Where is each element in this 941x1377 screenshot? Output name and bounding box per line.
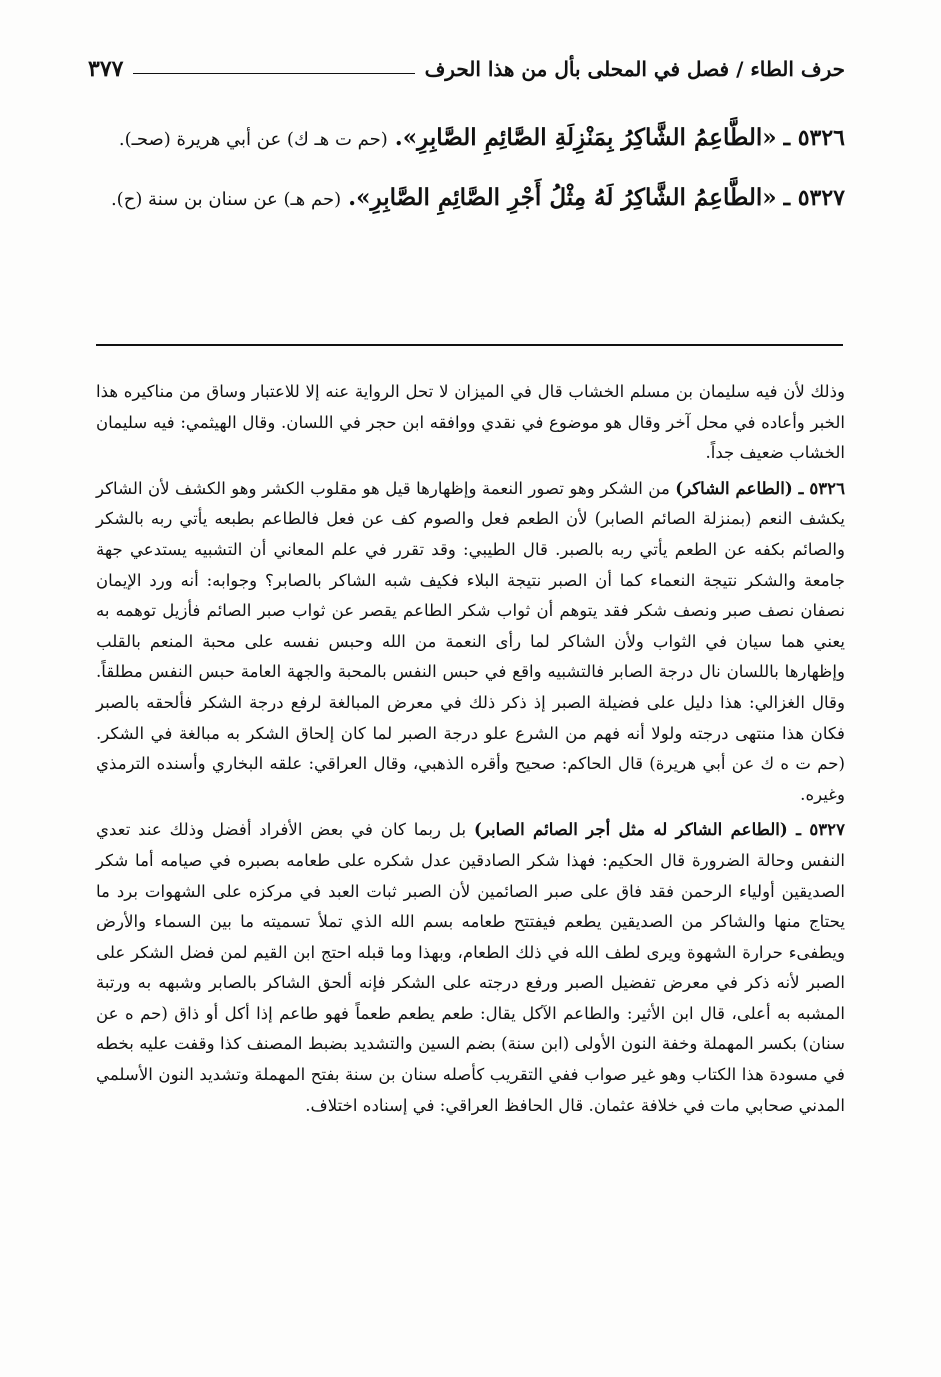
hadith-text: «الطَّاعِمُ الشَّاكِرُ بِمَنْزِلَةِ الصَّائِمِ الصَّابِرِ».: [394, 124, 777, 151]
commentary-paragraph: [96, 376, 845, 469]
footnote-separator: [96, 344, 843, 346]
hadith-entry: [96, 172, 845, 226]
commentary-text: من الشكر وهو تصور النعمة وإظهارها قيل هو مقلوب الكشر وهو الكشف لأن الشاكر يكشف النعم (بمنزلة الصائم الصابر) لأن الطعم فعل والصوم كف عن فعل فالطاعم بطبعه يأتي ربه بالشكر والصائم بكفه عن الطعم يأتي ربه بالصبر. قال الطيبي: وقد تقرر في علم المعاني أن التشبيه يستدعي جهة جامعة والشكر نتيجة النعماء كما أن الصبر نتيجة البلاء فكيف شبه الشاكر بالصابر؟ وجوابه: أنه ورد الإيمان نصفان نصف صبر ونصف شكر فقد يتوهم أن ثواب شكر الطاعم يقصر عن ثواب صبر الصائم فأزيل توهمه به يعني هما سيان في الثواب ولأن الشاكر لما رأى النعمة من الله وحبس نفسه على محبة المنعم بالقلب وإظهارها باللسان نال درجة الصابر فالتشبيه واقع في حبس النفس بالمحبة والجهة العامة حبس النفس مطلقاً. وقال الغزالي: هذا دليل على فضيلة الصبر إذ ذكر ذلك في معرض المبالغة لرفع درجة الشكر فألحقه بالصبر فكان هذا منتهى درجته ولولا أنه فهم من الشرع علو درجة الصبر لما كان إلحاق الشكر به مبالغة في الشكر. (حم ت ه ك عن أبي هريرة) قال الحاكم: صحيح وأقره الذهبي، وقال العراقي: علقه البخاري وأسنده الترمذي وغيره.: [96, 478, 845, 804]
hadith-reference: (حم ت هـ ك) عن أبي هريرة (صحـ).: [118, 129, 388, 150]
commentary-paragraph: [96, 473, 845, 811]
hadith-list: [96, 112, 845, 226]
hadith-number: ٥٣٢٧ ـ: [783, 185, 845, 211]
commentary-section: [96, 376, 845, 1121]
commentary-lead: ٥٣٢٧ ـ (الطاعم الشاكر له مثل أجر الصائم الصابر): [473, 819, 845, 840]
header-rule: [133, 73, 414, 74]
commentary-text: وذلك لأن فيه سليمان بن مسلم الخشاب قال في الميزان لا تحل الرواية عنه إلا للاعتبار وساق من مناكيره هذا الخبر وأعاده في محل آخر وقال هو موضوع في نقدي ووافقه ابن حجر في اللسان. وقال الهيثمي: فيه سليمان الخشاب ضعيف جداً.: [96, 382, 845, 463]
hadith-text: «الطَّاعِمُ الشَّاكِرُ لَهُ مِثْلُ أَجْرِ الصَّائِمِ الصَّابِرِ».: [348, 184, 777, 211]
hadith-number: ٥٣٢٦ ـ: [783, 125, 845, 151]
commentary-text: بل ربما كان في بعض الأفراد أفضل وذلك عند تعدي النفس وحالة الضرورة قال الحكيم: فهذا شكر الصادقين عدل شكره على طعامه بصبره في صيامه أما شكر الصديقين أولياء الرحمن فقد فاق على صبر الصائمين لأن الصبر ثبات العبد في مركزه على الشهوات برد ما يحتاج منها والشاكر من الصديقين يطعم فيفتتح طعامه بسم الله الذي تملأ تسميته ما بين السماء والأرض ويطفىء حرارة الشهوة ويرى لطف الله في ذلك الطعام، وبهذا وما قبله احتج ابن القيم لمن فضل الشكر على الصبر لأنه ذكر في معرض تفضيل الصبر ورفع درجته على الشكر فإنه ألحق الشاكر بالصابر وشبهه به ورتبة المشبه به أعلى، قال ابن الأثير: والطاعم الآكل يقال: طعم يطعم طعماً فهو طاعم إذا أكل أو ذاق (حم ه عن سنان) بكسر المهملة وخفة النون الأولى (ابن سنة) بضم السين والتشديد بضبط المصنف كذا وقفت عليه بخطه في مسودة هذا الكتاب وهو غير صواب ففي التقريب كأصله سنان بن سنة بفتح المهملة وتشديد النون الأسلمي المدني صحابي مات في خلافة عثمان. قال الحافظ العراقي: في إسناده اختلاف.: [96, 820, 845, 1115]
page-number: ٣٧٧: [88, 56, 124, 82]
running-title: حرف الطاء / فصل في المحلى بأل من هذا الحرف: [424, 57, 845, 81]
page-header: [88, 52, 845, 86]
commentary-paragraph: [96, 814, 845, 1121]
hadith-reference: (حم هـ) عن سنان بن سنة (ح).: [110, 189, 342, 210]
commentary-lead: ٥٣٢٦ ـ (الطاعم الشاكر): [675, 477, 845, 498]
hadith-entry: [96, 112, 845, 166]
